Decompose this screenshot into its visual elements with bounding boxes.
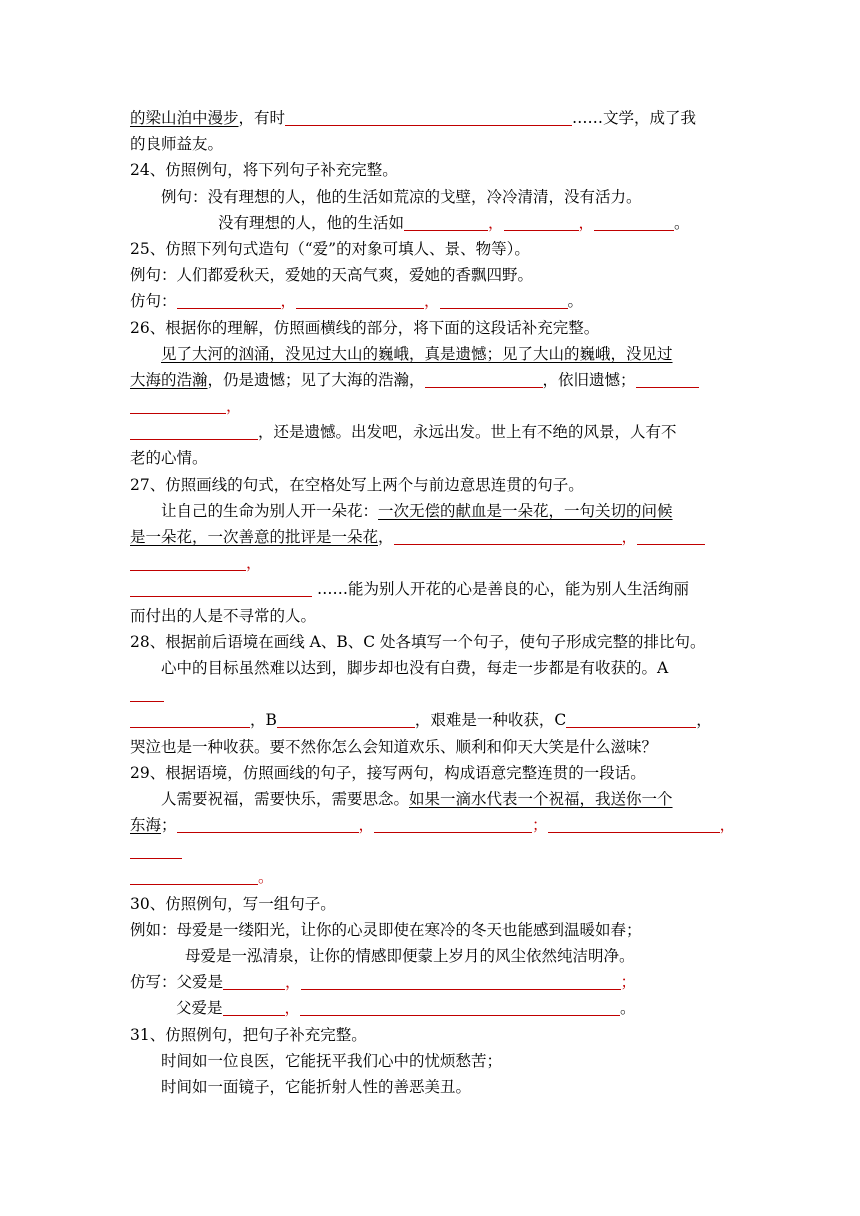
punct: ， xyxy=(719,816,736,835)
answer-line xyxy=(130,210,732,236)
punct: ， xyxy=(621,528,638,546)
label: 仿句： xyxy=(130,292,177,311)
punct: ； xyxy=(532,816,548,835)
text-line xyxy=(130,131,732,157)
answer-blank[interactable] xyxy=(301,971,621,990)
text: ，有时 xyxy=(238,109,286,127)
punct: 。 xyxy=(258,868,274,887)
text-line xyxy=(130,576,732,602)
text-line xyxy=(130,655,732,681)
text-line xyxy=(130,550,732,576)
answer-blank[interactable] xyxy=(130,709,250,728)
punct: 。 xyxy=(567,292,584,311)
example-sentence: 例句：人们都爱秋天，爱她的天高气爽，爱她的香飘四野。 xyxy=(130,266,534,285)
text: ，仍是遗憾；见了大海的浩瀚， xyxy=(207,370,425,389)
label: 仿写： xyxy=(130,973,177,992)
question-title: 27、仿照画线的句式，在空格处写上两个与前边意思连贯的句子。 xyxy=(130,475,584,494)
answer-blank[interactable] xyxy=(130,421,258,440)
text: ，依旧遗憾； xyxy=(542,370,636,389)
answer-blank[interactable] xyxy=(374,814,532,833)
prompt-text: 父爱是 xyxy=(176,973,224,992)
example-sentence: 例如：母爱是一缕阳光，让你的心灵即使在寒冷的冬天也能感到温暖如春； xyxy=(130,920,642,939)
answer-blank[interactable] xyxy=(177,814,359,833)
punct: ， xyxy=(424,292,440,311)
question-title: 31、仿照例句，把句子补充完整。 xyxy=(130,1025,367,1044)
underlined-text: 的梁山泊中漫步 xyxy=(130,109,239,127)
text-line xyxy=(130,393,732,419)
answer-blank[interactable] xyxy=(223,997,285,1016)
answer-blank[interactable] xyxy=(504,212,579,231)
punct: 。 xyxy=(674,213,690,232)
underlined-text: 东海 xyxy=(130,816,162,835)
answer-blank-a[interactable] xyxy=(130,683,164,702)
text: 哭泣也是一种收获。要不然你怎么会知道欢乐、顺利和仰天大笑是什么滋味？ xyxy=(130,737,658,756)
text-line xyxy=(130,707,732,733)
answer-blank[interactable] xyxy=(130,578,312,597)
punct: ， xyxy=(226,397,242,416)
text-line xyxy=(130,498,732,524)
text: 老的心情。 xyxy=(130,449,208,468)
label-b: ，B xyxy=(250,711,277,730)
answer-blank[interactable] xyxy=(548,814,720,833)
answer-blank[interactable] xyxy=(296,290,424,309)
answer-blank[interactable] xyxy=(130,866,258,885)
answer-blank[interactable] xyxy=(404,212,488,231)
prompt-text: 没有理想的人，他的生活如 xyxy=(218,213,405,232)
answer-blank[interactable] xyxy=(130,395,226,414)
underlined-text: 如果一滴水代表一个祝福，我送你一个 xyxy=(409,789,673,808)
answer-blank[interactable] xyxy=(285,107,572,126)
answer-blank[interactable] xyxy=(300,997,620,1016)
answer-blank[interactable] xyxy=(130,552,246,571)
punct: ， xyxy=(246,554,262,573)
answer-blank[interactable] xyxy=(177,290,281,309)
example-sentence: 时间如一位良医，它能抚平我们心中的忧烦愁苦； xyxy=(161,1051,503,1070)
text-line xyxy=(130,786,732,812)
text-line xyxy=(130,105,732,131)
question-title: 24、仿照例句，将下列句子补充完整。 xyxy=(130,161,398,180)
answer-line xyxy=(130,995,732,1021)
punct: ， xyxy=(285,973,301,992)
question-title: 28、根据前后语境在画线 A、B、C 处各填写一个句子，使句子形成完整的排比句。 xyxy=(130,632,706,651)
text: ，艰难是一种收获，C xyxy=(414,711,567,730)
answer-blank-c[interactable] xyxy=(566,709,696,728)
answer-blank-b[interactable] xyxy=(277,709,415,728)
question-title: 30、仿照例句，写一组句子。 xyxy=(130,894,336,913)
punct: ， xyxy=(378,528,394,546)
answer-blank[interactable] xyxy=(223,971,285,990)
underlined-text: 一次无偿的献血是一朵花，一句关切的问候 xyxy=(378,501,673,520)
text-line xyxy=(130,734,732,760)
punct: 。 xyxy=(620,999,636,1018)
punct: ， xyxy=(358,816,375,835)
text-line xyxy=(130,681,732,707)
text-line xyxy=(130,838,732,864)
example-sentence: 时间如一面镜子，它能折射人性的善恶美丑。 xyxy=(161,1077,472,1096)
answer-blank[interactable] xyxy=(425,369,543,388)
text-line xyxy=(130,524,732,550)
text: 心中的目标虽然难以达到，脚步却也没有白费，每走一步都是有收获的。A xyxy=(161,658,669,677)
punct: ， xyxy=(578,213,595,232)
text-line xyxy=(130,419,732,445)
text-line xyxy=(130,367,732,393)
punct: ， xyxy=(280,292,297,311)
text: 让自己的生命为别人开一朵花： xyxy=(161,501,379,520)
example-sentence: 母爱是一泓清泉，让你的情感即便蒙上岁月的风尘依然纯洁明净。 xyxy=(185,947,635,965)
worksheet xyxy=(130,105,736,1100)
answer-blank[interactable] xyxy=(637,526,705,545)
text-line xyxy=(130,603,732,629)
answer-blank[interactable] xyxy=(636,369,699,388)
text-line xyxy=(130,445,732,471)
text: 而付出的人是不寻常的人。 xyxy=(130,606,317,625)
text: ……能为别人开花的心是善良的心，能为别人生活绚丽 xyxy=(316,580,689,599)
answer-blank[interactable] xyxy=(594,212,674,231)
punct: ， xyxy=(696,711,712,730)
answer-blank[interactable] xyxy=(440,290,568,309)
punct: ， xyxy=(488,213,504,232)
answer-line xyxy=(130,288,732,314)
text-line xyxy=(130,812,736,838)
answer-line xyxy=(130,969,732,995)
punct: ； xyxy=(161,816,177,835)
question-title: 26、根据你的理解，仿照画横线的部分，将下面的这段话补充完整。 xyxy=(130,318,600,337)
prompt-text: 父爱是 xyxy=(176,999,223,1018)
question-title: 25、仿照下列句式造句（“爱”的对象可填人、景、物等）。 xyxy=(130,239,530,258)
text: ……文学，成了我 xyxy=(572,109,697,127)
example-sentence: 例句：没有理想的人，他的生活如荒凉的戈壁，冷冷清清，没有活力。 xyxy=(161,187,642,206)
text-line xyxy=(130,341,732,367)
question-title: 29、根据语境，仿照画线的句子，接写两句，构成语意完整连贯的一段话。 xyxy=(130,763,646,782)
punct: ； xyxy=(620,973,637,992)
underlined-text: 是一朵花，一次善意的批评是一朵花 xyxy=(130,528,379,546)
text: ，还是遗憾。出发吧，永远出发。世上有不绝的风景，人有不 xyxy=(258,423,677,442)
text-line xyxy=(130,864,732,890)
answer-blank[interactable] xyxy=(394,526,622,545)
text: 的良师益友。 xyxy=(130,135,224,154)
text: 人需要祝福，需要快乐，需要思念。 xyxy=(161,789,410,808)
underlined-text: 见了大河的汹涌，没见过大山的巍峨，真是遗憾；见了大山的巍峨，没见过 xyxy=(161,344,673,363)
punct: ， xyxy=(284,999,301,1018)
answer-blank[interactable] xyxy=(130,840,182,859)
underlined-text: 大海的浩瀚 xyxy=(130,370,208,389)
